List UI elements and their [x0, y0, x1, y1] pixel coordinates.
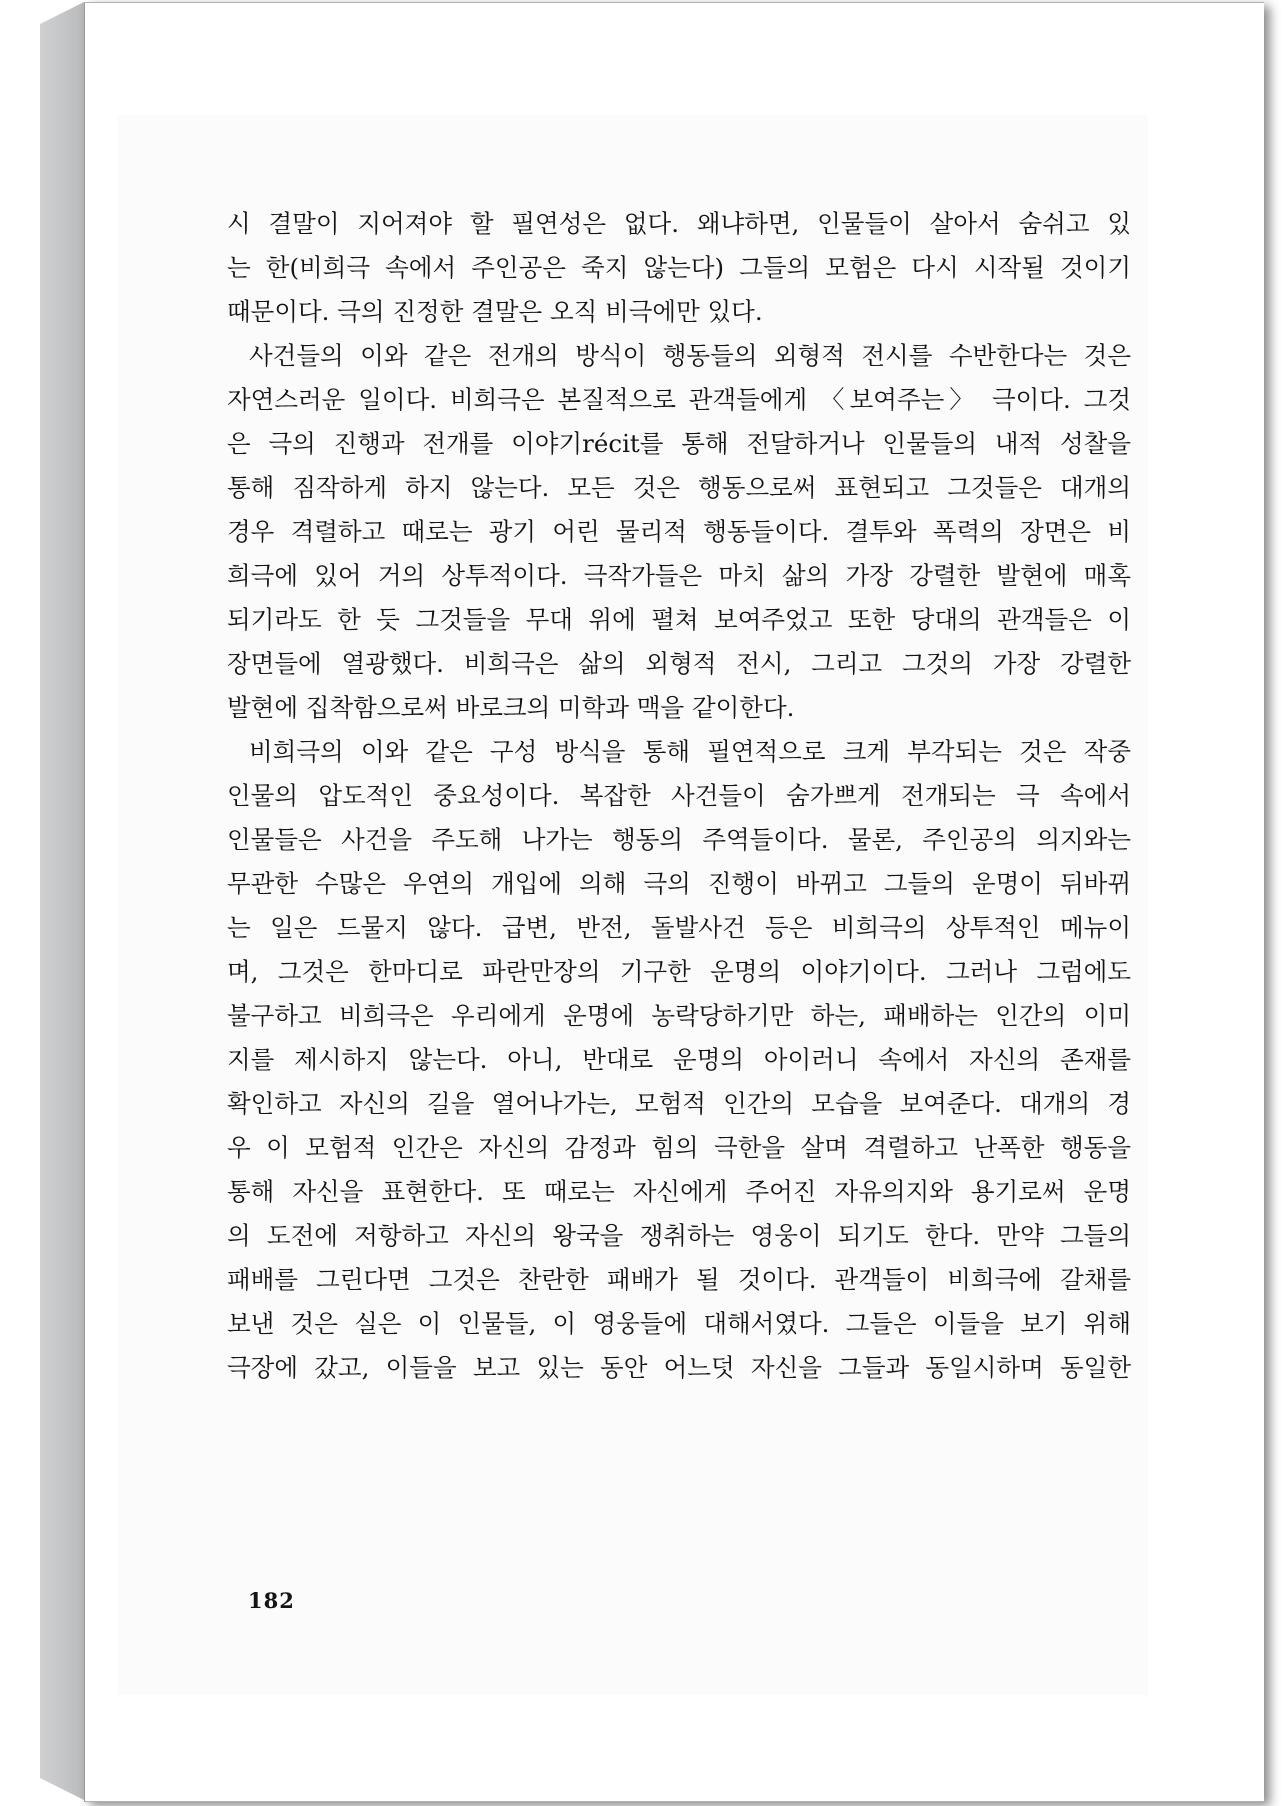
text-line: 인물의 압도적인 중요성이다. 복잡한 사건들이 숨가쁘게 전개되는 극 속에서 [227, 781, 1131, 810]
text-line: 때문이다. 극의 진정한 결말은 오직 비극에만 있다. [227, 297, 763, 326]
text-line: 사건들의 이와 같은 전개의 방식이 행동들의 외형적 전시를 수반한다는 것은 [249, 341, 1131, 370]
text-line: 며, 그것은 한마디로 파란만장의 기구한 운명의 이야기이다. 그러나 그럼에도 [227, 957, 1131, 986]
text-line: 비희극의 이와 같은 구성 방식을 통해 필연적으로 크게 부각되는 것은 작중 [249, 737, 1131, 766]
text-line: 의 도전에 저항하고 자신의 왕국을 쟁취하는 영웅이 되기도 한다. 만약 그들의 [227, 1221, 1131, 1250]
book-spine [40, 2, 84, 1800]
text-line: 는 한(비희극 속에서 주인공은 죽지 않는다) 그들의 모험은 다시 시작될 것이기 [227, 253, 1131, 282]
text-line: 는 일은 드물지 않다. 급변, 반전, 돌발사건 등은 비희극의 상투적인 메뉴이 [227, 913, 1131, 942]
text-line: 보낸 것은 실은 이 인물들, 이 영웅들에 대해서였다. 그들은 이들을 보기 위해 [227, 1309, 1131, 1338]
text-line: 불구하고 비희극은 우리에게 운명에 농락당하기만 하는, 패배하는 인간의 이미 [227, 1001, 1131, 1030]
text-line: 되기라도 한 듯 그것들을 무대 위에 펼쳐 보여주었고 또한 당대의 관객들은 이 [227, 605, 1131, 634]
text-line: 패배를 그린다면 그것은 찬란한 패배가 될 것이다. 관객들이 비희극에 갈채를 [227, 1265, 1131, 1294]
text-line: 확인하고 자신의 길을 열어나가는, 모험적 인간의 모습을 보여준다. 대개의 경 [227, 1089, 1131, 1118]
text-line: 인물들은 사건을 주도해 나가는 행동의 주역들이다. 물론, 주인공의 의지와는 [227, 825, 1131, 854]
body-text [227, 202, 1131, 1390]
text-line: 희극에 있어 거의 상투적이다. 극작가들은 마치 삶의 가장 강렬한 발현에 매혹 [227, 561, 1131, 590]
text-line: 통해 짐작하게 하지 않는다. 모든 것은 행동으로써 표현되고 그것들은 대개의 [227, 473, 1131, 502]
text-line: 극장에 갔고, 이들을 보고 있는 동안 어느덧 자신을 그들과 동일시하며 동일한 [227, 1353, 1131, 1382]
text-line: 통해 자신을 표현한다. 또 때로는 자신에게 주어진 자유의지와 용기로써 운명 [227, 1177, 1131, 1206]
text-line: 무관한 수많은 우연의 개입에 의해 극의 진행이 바뀌고 그들의 운명이 뒤바뀌 [227, 869, 1131, 898]
text-line: 시 결말이 지어져야 할 필연성은 없다. 왜냐하면, 인물들이 살아서 숨쉬고 있 [227, 209, 1131, 238]
text-line: 우 이 모험적 인간은 자신의 감정과 힘의 극한을 살며 격렬하고 난폭한 행동을 [227, 1133, 1131, 1162]
text-line: 자연스러운 일이다. 비희극은 본질적으로 관객들에게 〈보여주는〉 극이다. 그것 [227, 385, 1131, 414]
text-line: 지를 제시하지 않는다. 아니, 반대로 운명의 아이러니 속에서 자신의 존재를 [227, 1045, 1131, 1074]
text-line: 장면들에 열광했다. 비희극은 삶의 외형적 전시, 그리고 그것의 가장 강렬한 [227, 649, 1131, 678]
text-line: 은 극의 진행과 전개를 이야기récit를 통해 전달하거나 인물들의 내적 성찰을 [227, 429, 1131, 458]
page-number: 182 [248, 1588, 295, 1613]
text-line: 경우 격렬하고 때로는 광기 어린 물리적 행동들이다. 결투와 폭력의 장면은 비 [227, 517, 1131, 546]
text-line: 발현에 집착함으로써 바로크의 미학과 맥을 같이한다. [227, 693, 795, 722]
